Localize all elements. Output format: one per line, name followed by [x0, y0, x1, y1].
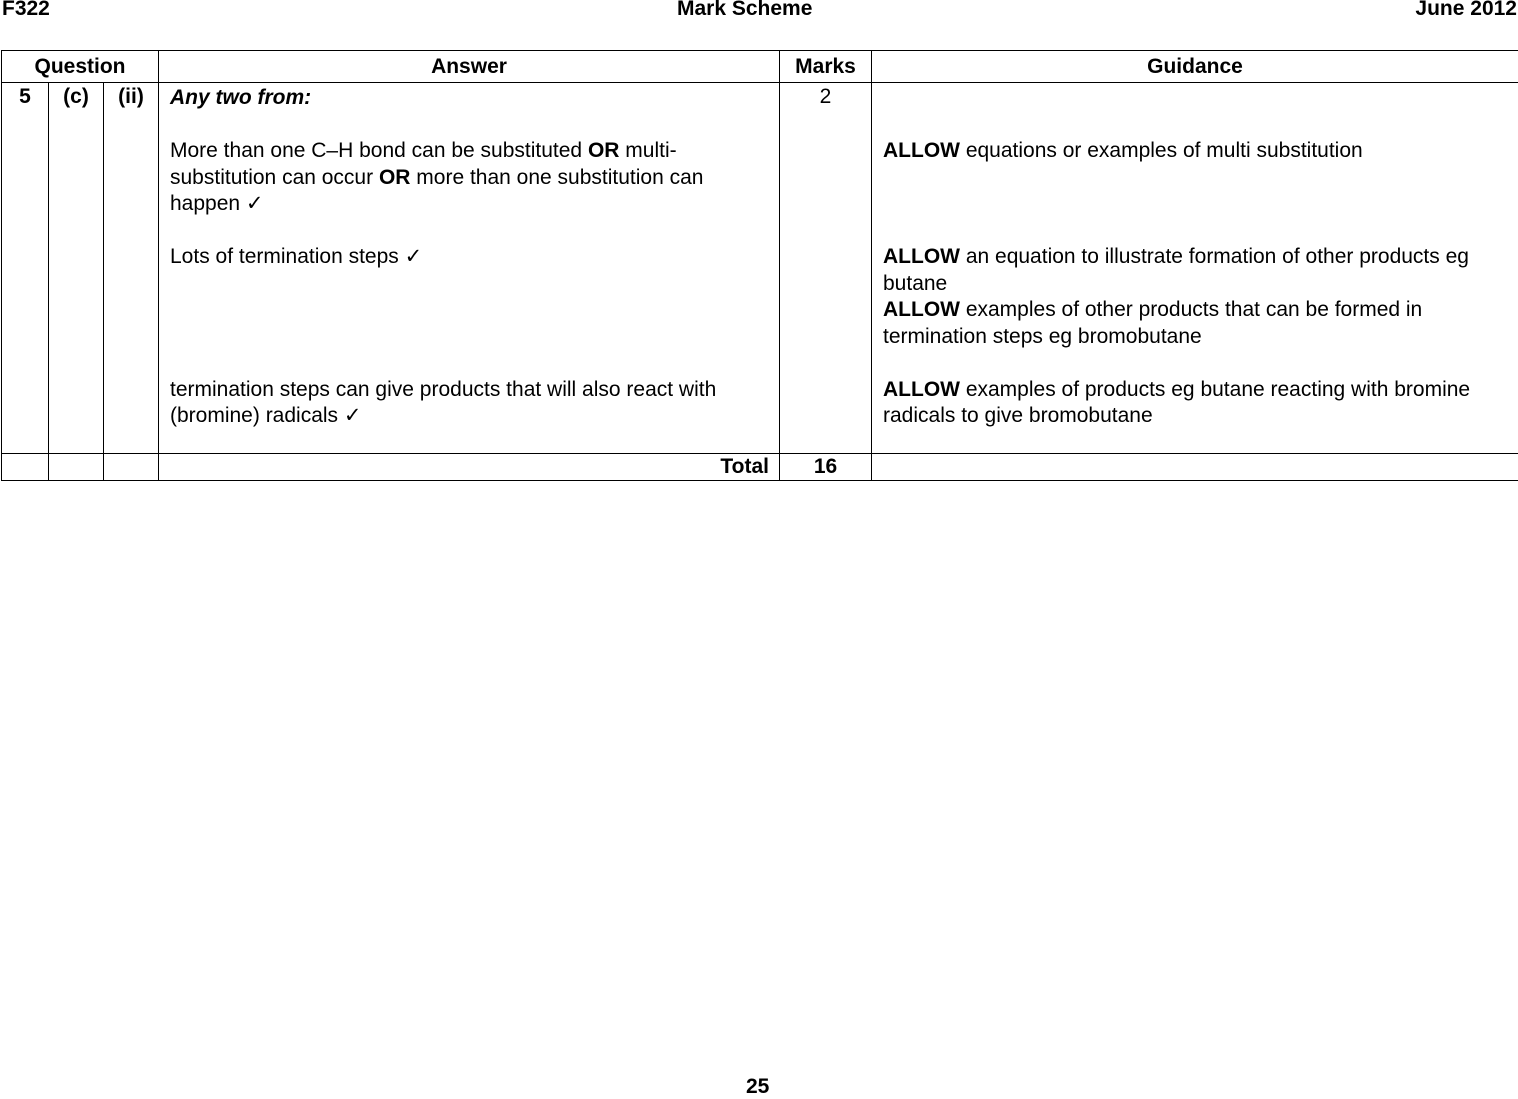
answer-intro: Any two from:: [170, 85, 768, 112]
column-header-answer: Answer: [159, 51, 780, 83]
header-date: June 2012: [1415, 0, 1517, 21]
column-header-marks: Marks: [780, 51, 872, 83]
answer-point-2: Lots of termination steps ✓: [170, 244, 768, 271]
table-header-row: [2, 51, 1518, 83]
total-row: [2, 454, 1518, 481]
empty-cell: [104, 454, 159, 481]
mark-scheme-table: [1, 50, 1518, 481]
page-number: 25: [746, 1075, 769, 1099]
answer-cell: [159, 83, 780, 454]
answer-point-3: termination steps can give products that will also react with (bromine) radicals ✓: [170, 377, 768, 430]
total-label: Total: [159, 454, 780, 481]
question-number: 5: [2, 83, 49, 454]
answer-point-1: More than one C–H bond can be substituted OR multi-substitution can occur OR more than one substitution can happen ✓: [170, 138, 768, 218]
empty-cell: [2, 454, 49, 481]
table-row: [2, 83, 1518, 454]
question-subpart: (ii): [104, 83, 159, 454]
guidance-item-2: ALLOW an equation to illustrate formation of other products eg butane: [883, 244, 1507, 297]
marks-cell: 2: [780, 83, 872, 454]
guidance-item-3: ALLOW examples of other products that can be formed in termination steps eg bromobutane: [883, 297, 1507, 350]
header-code: F322: [2, 0, 50, 21]
column-header-question: Question: [2, 51, 159, 83]
guidance-cell: [872, 83, 1518, 454]
empty-cell: [49, 454, 104, 481]
empty-cell: [872, 454, 1518, 481]
question-part: (c): [49, 83, 104, 454]
column-header-guidance: Guidance: [872, 51, 1518, 83]
header-title: Mark Scheme: [677, 0, 812, 21]
total-value: 16: [780, 454, 872, 481]
guidance-item-1: ALLOW equations or examples of multi substitution: [883, 138, 1507, 165]
guidance-item-4: ALLOW examples of products eg butane reacting with bromine radicals to give bromobutane: [883, 377, 1507, 430]
